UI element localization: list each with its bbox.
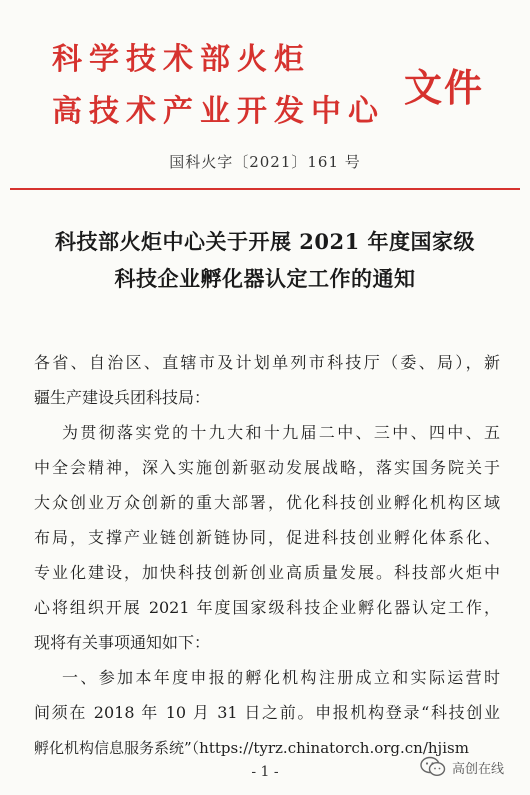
watermark-text: 高创在线	[451, 761, 504, 777]
document-title-line2: 科技企业孵化器认定工作的通知	[114, 266, 416, 291]
body-line: 疆生产建设兵团科技局：	[34, 388, 211, 407]
document-type-label: 文件	[404, 65, 485, 110]
header-divider	[10, 188, 520, 190]
body-line: 心将组织开展 2021 年度国家级科技企业孵化器认定工作，	[34, 598, 500, 617]
issuer-name-line2: 高技术产业开发中心	[52, 94, 385, 129]
body-line: 孵化机构信息服务系统”（https://tyrz.chinatorch.org.cn/hjism	[34, 739, 469, 757]
body-line: 间须在 2018 年 10 月 31 日之前。申报机构登录“科技创业	[34, 703, 500, 722]
source-watermark	[420, 756, 504, 778]
page-number: - 1 -	[251, 764, 279, 780]
body-line: 现将有关事项通知如下：	[34, 633, 211, 652]
body-line: 为贯彻落实党的十九大和十九届二中、三中、四中、五	[62, 423, 500, 442]
body-line: 大众创业万众创新的重大部署，优化科技创业孵化机构区域	[34, 493, 500, 512]
body-line: 专业化建设，加快科技创新创业高质量发展。科技部火炬中	[34, 563, 500, 582]
document-title-line1: 科技部火炬中心关于开展 2021 年度国家级	[54, 229, 476, 254]
document-number: 国科火字〔2021〕161 号	[169, 153, 361, 171]
body-line: 中全会精神，深入实施创新驱动发展战略，落实国务院关于	[34, 458, 500, 477]
body-line: 各省、自治区、直辖市及计划单列市科技厅（委、局），新	[34, 353, 500, 372]
wechat-icon	[420, 756, 446, 778]
issuer-name-line1: 科学技术部火炬	[52, 42, 311, 77]
body-line: 一、参加本年度申报的孵化机构注册成立和实际运营时	[62, 668, 500, 687]
body-line: 布局，支撑产业链创新链协同，促进科技创业孵化体系化、	[34, 528, 500, 547]
